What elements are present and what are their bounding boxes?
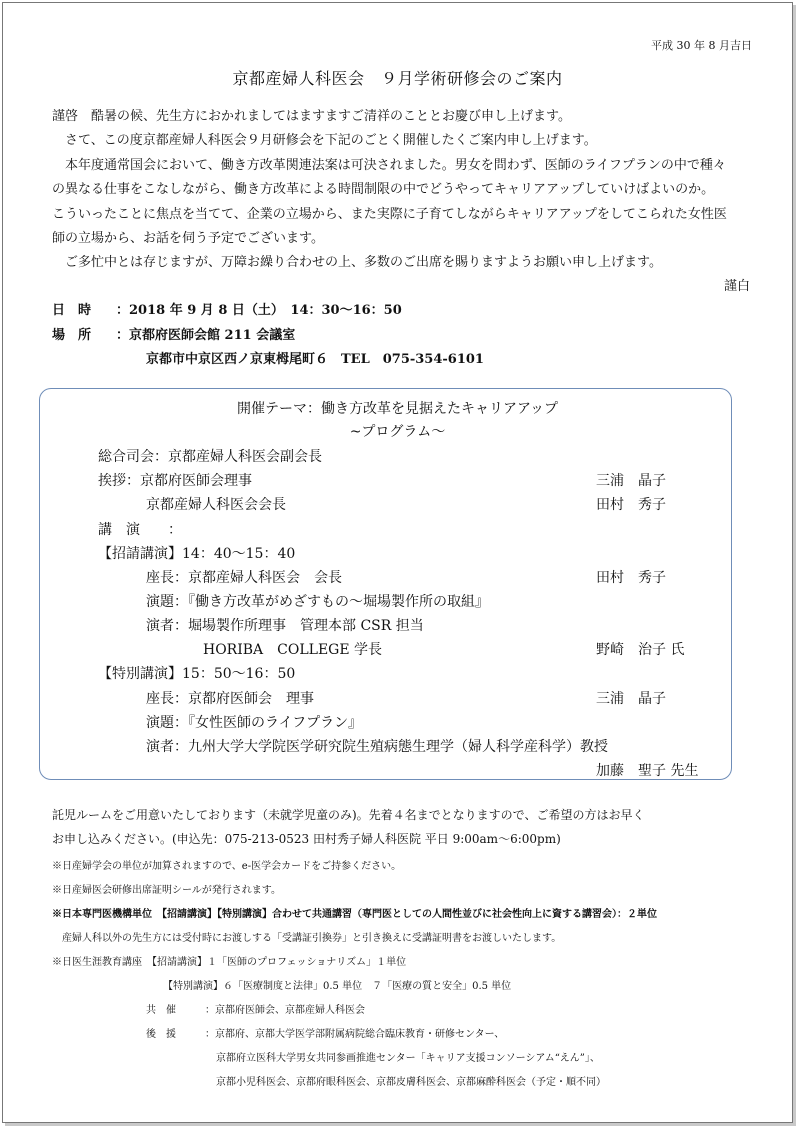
greeting-line: 師の立場から、お話を伺う予定でございます。	[52, 231, 324, 246]
program-moderator: 総合司会：京都産婦人科医会副会長	[98, 449, 322, 465]
greeting-line: ご多忙中とは存じますが、万障お繰り合わせの上、多数のご出席を賜りますようお願い申し上げます。	[52, 255, 662, 270]
place-label: 場 所	[52, 328, 92, 343]
program-theme: 開催テーマ：働き方改革を見据えたキャリアアップ	[236, 401, 559, 417]
place-value: ：京都府医師会館 211 会議室	[116, 328, 296, 343]
greeting-line: さて、この度京都産婦人科医会９月研修会を下記のごとく開催したくご案内申し上げます。	[52, 133, 597, 148]
greeting-line: 謹啓 酷暑の候、先生方におかれましてはますますご清祥のこととお慶び申し上げます。	[52, 109, 571, 124]
greeting-line: こういったことに焦点を当てて、企業の立場から、また実際に子育てしながらキャリアアップをしてこられた女性医	[52, 207, 727, 222]
greeting-line: の異なる仕事をこなしながら、働き方改革による時間制限の中でどうやってキャリアアップしていけばよいのか。	[52, 182, 715, 197]
special-speaker: 演者：九州大学大学院医学研究院生殖病態生理学（婦人科学産科学）教授	[146, 739, 608, 755]
support-label: 後 援	[146, 1029, 176, 1040]
support-value: ：京都府、京都大学医学部附属病院総合臨床教育・研修センター、	[205, 1029, 505, 1040]
footnote: ※日医生涯教育講座 【招請講演】１「医師のプロフェッショナリズム」１単位	[52, 957, 407, 968]
invited-lecture-header: 【招請講演】14：40〜15：40	[98, 546, 296, 562]
special-chair: 座長：京都府医師会 理事	[146, 691, 314, 707]
support-value: 京都小児科医会、京都府眼科医会、京都皮膚科医会、京都麻酔科医会（予定・順不同）	[216, 1077, 606, 1088]
issue-date: 平成 30 年 8 月吉日	[651, 39, 752, 52]
closing-word: 謹白	[723, 279, 750, 294]
place-address: 京都市中京区西ノ京東栂尾町６ TEL 075-354-6101	[146, 352, 484, 367]
invited-speaker-role: HORIBA COLLEGE 学長	[203, 642, 383, 658]
datetime-label: 日 時	[52, 303, 92, 318]
cohost-label: 共 催	[146, 1005, 176, 1016]
cohost-value: ：京都府医師会、京都産婦人科医会	[205, 1005, 365, 1016]
person-name: 田村 秀子	[596, 497, 666, 513]
footnote: 【特別講演】６「医療制度と法律」0.5 単位 ７「医療の質と安全」0.5 単位	[163, 981, 512, 992]
invited-title: 演題：『働き方改革がめざすもの〜堀場製作所の取組』	[146, 594, 489, 610]
special-lecture-header: 【特別講演】15：50〜16：50	[98, 666, 296, 682]
person-name: 田村 秀子	[596, 570, 666, 586]
program-subtitle: ~プログラム～	[349, 424, 446, 440]
footnote: ※日産婦学会の単位が加算されますので、e-医学会カードをご持参ください。	[52, 861, 402, 872]
footnote: ※日産婦医会研修出席証明シールが発行されます。	[52, 885, 281, 896]
support-value: 京都府立医科大学男女共同参画推進センター「キャリア支援コンソーシアム“えん”」、	[216, 1053, 600, 1064]
lecture-label: 講 演 ：	[98, 522, 182, 538]
person-name: 野崎 治子 氏	[596, 642, 685, 658]
greeting-speaker: 挨拶：京都府医師会理事	[98, 473, 252, 489]
special-title: 演題：『女性医師のライフプラン』	[146, 715, 363, 731]
footnote: ※日本専門医機構単位 【招請講演】【特別講演】合わせて共通講習（専門医としての人間性並びに社会性向上に資する講習会）：２単位	[52, 909, 657, 920]
person-name: 三浦 晶子	[596, 691, 666, 707]
person-name: 加藤 聖子 先生	[596, 763, 699, 779]
greeting-speaker-2: 京都産婦人科医会会長	[146, 497, 286, 513]
invited-speaker: 演者：堀場製作所理事 管理本部 CSR 担当	[146, 618, 424, 634]
page-title: 京都産婦人科医会 ９月学術研修会のご案内	[232, 69, 563, 88]
greeting-line: 本年度通常国会において、働き方改革関連法案は可決されました。男女を問わず、医師のライフプランの中で種々	[52, 158, 726, 173]
footnote: 産婦人科以外の先生方には受付時にお渡しする「受講証引換券」と引き換えに受講証明書をお渡しいたします。	[52, 933, 562, 944]
nursery-note: 託児ルームをご用意いたしております（未就学児童のみ)。先着４名までとなりますので、ご希望の方はお早く	[52, 808, 645, 822]
invited-chair: 座長：京都産婦人科医会 会長	[146, 570, 342, 586]
person-name: 三浦 晶子	[596, 473, 666, 489]
nursery-note: お申し込みください。(申込先：075-213-0523 田村秀子婦人科医院 平日 9:00am〜6:00pm)	[52, 832, 561, 846]
datetime-value: ：2018 年 9 月 8 日（土） 14：30〜16：50	[116, 303, 402, 318]
